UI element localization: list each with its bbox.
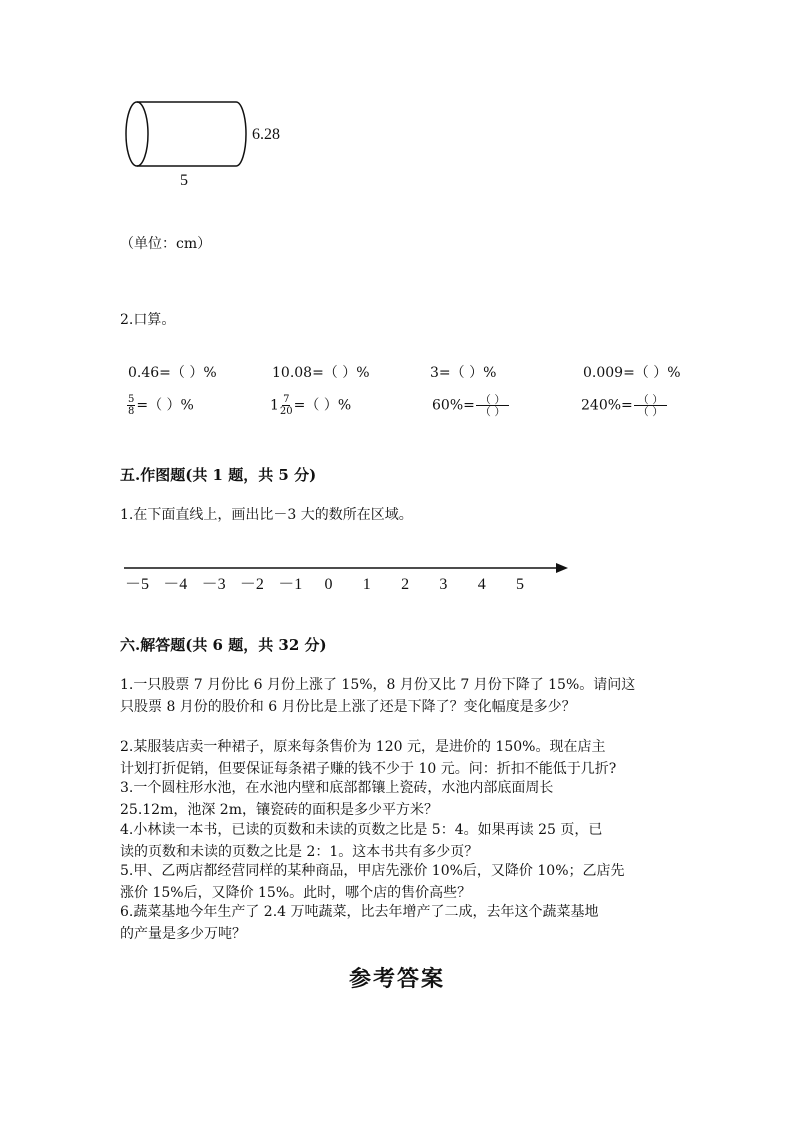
cylinder-left-face [126,102,148,166]
oral-item: 0.009=（ ）% [583,365,681,381]
fraction: $\frac{( )}{( )}$ [634,394,668,417]
cylinder-right-arc [236,102,246,166]
section-6-question-1: 1.一只股票 7 月份比 6 月份上涨了 15%，8 月份又比 7 月份下降了 15%。请问这 只股票 8 月份的股价和 6 月份比是上涨了还是下降了？变化幅度是多少？ [120,677,636,715]
fraction: $\frac{5}{8}$ [128,394,135,417]
number-line-tick-label: 5 [516,576,524,593]
question-2-title: 2.口算。 [120,312,176,328]
section-5-title: 五.作图题(共 1 题，共 5 分) [120,466,317,484]
number-line-tick-label: －4 [163,576,188,593]
number-line-tick-label: 2 [401,576,410,593]
oral-item: 1 $\frac{7}{20}$ =（ ）% [270,394,352,417]
number-line[interactable] [110,555,580,600]
fraction: $\frac{( )}{( )}$ [476,394,510,417]
cylinder-length-label: 5 [180,172,188,189]
number-line-tick-label: －1 [278,576,303,593]
oral-item: 10.08=（ ）% [272,365,370,381]
section-6-question-6: 6.蔬菜基地今年生产了 2.4 万吨蔬菜，比去年增产了二成，去年这个蔬菜基地 的产量是多少万吨？ [120,904,599,942]
number-line-tick-label: －3 [201,576,226,593]
section-6-question-4: 4.小林读一本书，已读的页数和未读的页数之比是 5：4。如果再读 25 页，已 读的页数和未读的页数之比是 2：1。这本书共有多少页？ [120,822,603,860]
number-line-arrow-icon [556,563,568,573]
section-5-question-1: 1.在下面直线上，画出比－3 大的数所在区域。 [120,507,413,523]
section-6-question-3: 3.一个圆柱形水池，在水池内壁和底部都镶上瓷砖，水池内部底面周长 25.12m，池深 2m，镶瓷砖的面积是多少平方米？ [120,780,554,818]
unit-note: （单位：cm） [120,236,212,252]
section-6-title: 六.解答题(共 6 题，共 32 分) [120,636,327,654]
number-line-tick-label: 0 [324,576,333,593]
number-line-tick-label: 1 [362,576,371,593]
oral-item: 240%= $\frac{( )}{( )}$ [581,394,668,417]
fraction: $\frac{7}{20}$ [279,394,293,417]
cylinder-height-label: 6.28 [252,126,280,143]
section-6-question-5: 5.甲、乙两店都经营同样的某种商品，甲店先涨价 10%后，又降价 10%；乙店先 涨价 15%后，又降价 15%。此时，哪个店的售价高些？ [120,863,625,901]
section-6-question-2: 2.某服装店卖一种裙子，原来每条售价为 120 元，是进价的 150%。现在店主 计划打折促销，但要保证每条裙子赚的钱不少于 10 元。问：折扣不能低于几折? [120,739,617,777]
number-line-tick-label: 3 [439,576,448,593]
oral-item: 3=（ ）% [430,365,497,381]
number-line-tick-label: －2 [239,576,264,593]
oral-item: 0.46=（ ）% [128,365,217,381]
number-line-tick-label: －5 [124,576,150,593]
cylinder-figure [118,96,318,196]
oral-item: 60%= $\frac{( )}{( )}$ [432,394,510,417]
number-line-tick-label: 4 [477,576,486,593]
answers-title: 参考答案 [348,966,445,992]
oral-item: $\frac{5}{8}$ =（ ）% [128,394,194,417]
